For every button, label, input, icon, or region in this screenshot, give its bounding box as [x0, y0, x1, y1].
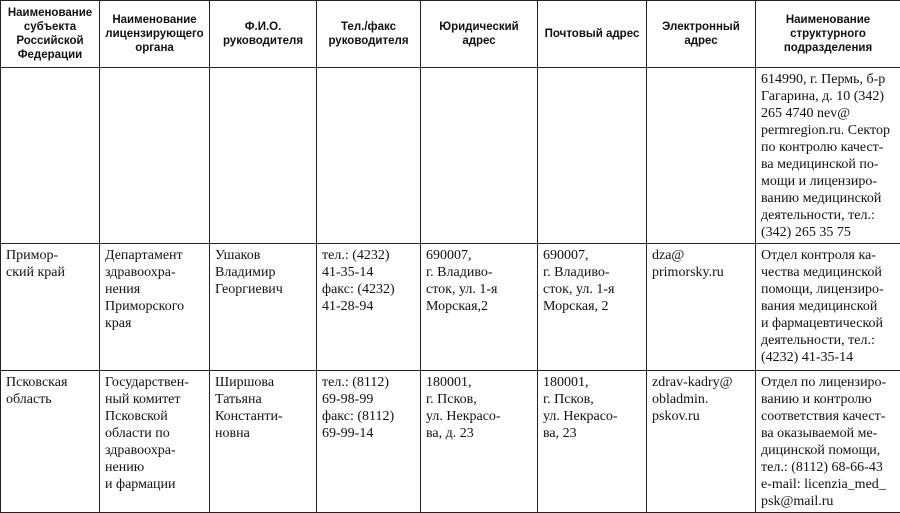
cell-email: dza@ primorsky.ru: [647, 244, 756, 371]
header-region: Наименование субъекта Российской Федерации: [1, 1, 100, 68]
cell-department: 614990, г. Пермь, б-р Гагарина, д. 10 (342) 265 4740 nev@ permregion.ru. Сектор по контролю качест- ва медицинской по- мощи и лицензиро- ванию медицинской деятельности, тел.: (342) 265 35 75: [756, 68, 900, 244]
cell-head-name: Ширшова Татьяна Константи- новна: [210, 371, 317, 513]
header-licensing-body: Наименование лицензирующего органа: [100, 1, 210, 68]
cell-legal-address: 690007, г. Владиво- сток, ул. 1-я Морская,2: [421, 244, 538, 371]
table-row: [1, 371, 900, 513]
cell-email: zdrav-kadry@ obladmin. pskov.ru: [647, 371, 756, 513]
cell-head-phone: [317, 68, 421, 244]
cell-department: Отдел контроля ка- чества медицинской помощи, лицензиро- вания медицинской и фармацевтической деятельности, тел.: (4232) 41-35-14: [756, 244, 900, 371]
cell-licensing-body: Государствен- ный комитет Псковской области по здравоохра- нению и фармации: [100, 371, 210, 513]
cell-licensing-body: [100, 68, 210, 244]
table-row: [1, 68, 900, 244]
cell-postal-address: [538, 68, 647, 244]
header-postal-address: Почтовый адрес: [538, 1, 647, 68]
cell-legal-address: [421, 68, 538, 244]
cell-region: [1, 68, 100, 244]
cell-head-name: Ушаков Владимир Георгиевич: [210, 244, 317, 371]
header-email: Электронный адрес: [647, 1, 756, 68]
cell-licensing-body: Департамент здравоохра- нения Приморского края: [100, 244, 210, 371]
header-head-name: Ф.И.О. руководителя: [210, 1, 317, 68]
cell-head-phone: тел.: (8112) 69-98-99 факс: (8112) 69-99-14: [317, 371, 421, 513]
cell-department: Отдел по лицензиро- ванию и контролю соответствия качест- ва оказываемой ме- дицинской помощи, тел.: (8112) 68-66-43 e-mail: licenzia_med_ psk@mail.ru: [756, 371, 900, 513]
cell-postal-address: 180001, г. Псков, ул. Некрасо- ва, 23: [538, 371, 647, 513]
header-head-phone: Тел./факс руководителя: [317, 1, 421, 68]
table-row: [1, 244, 900, 371]
cell-head-name: [210, 68, 317, 244]
cell-head-phone: тел.: (4232) 41-35-14 факс: (4232) 41-28-94: [317, 244, 421, 371]
cell-email: [647, 68, 756, 244]
header-department: Наименование структурного подразделения: [756, 1, 900, 68]
cell-legal-address: 180001, г. Псков, ул. Некрасо- ва, д. 23: [421, 371, 538, 513]
header-row: [1, 1, 900, 68]
cell-region: Примор- ский край: [1, 244, 100, 371]
cell-region: Псковская область: [1, 371, 100, 513]
header-legal-address: Юридический адрес: [421, 1, 538, 68]
cell-postal-address: 690007, г. Владиво- сток, ул. 1-я Морская, 2: [538, 244, 647, 371]
